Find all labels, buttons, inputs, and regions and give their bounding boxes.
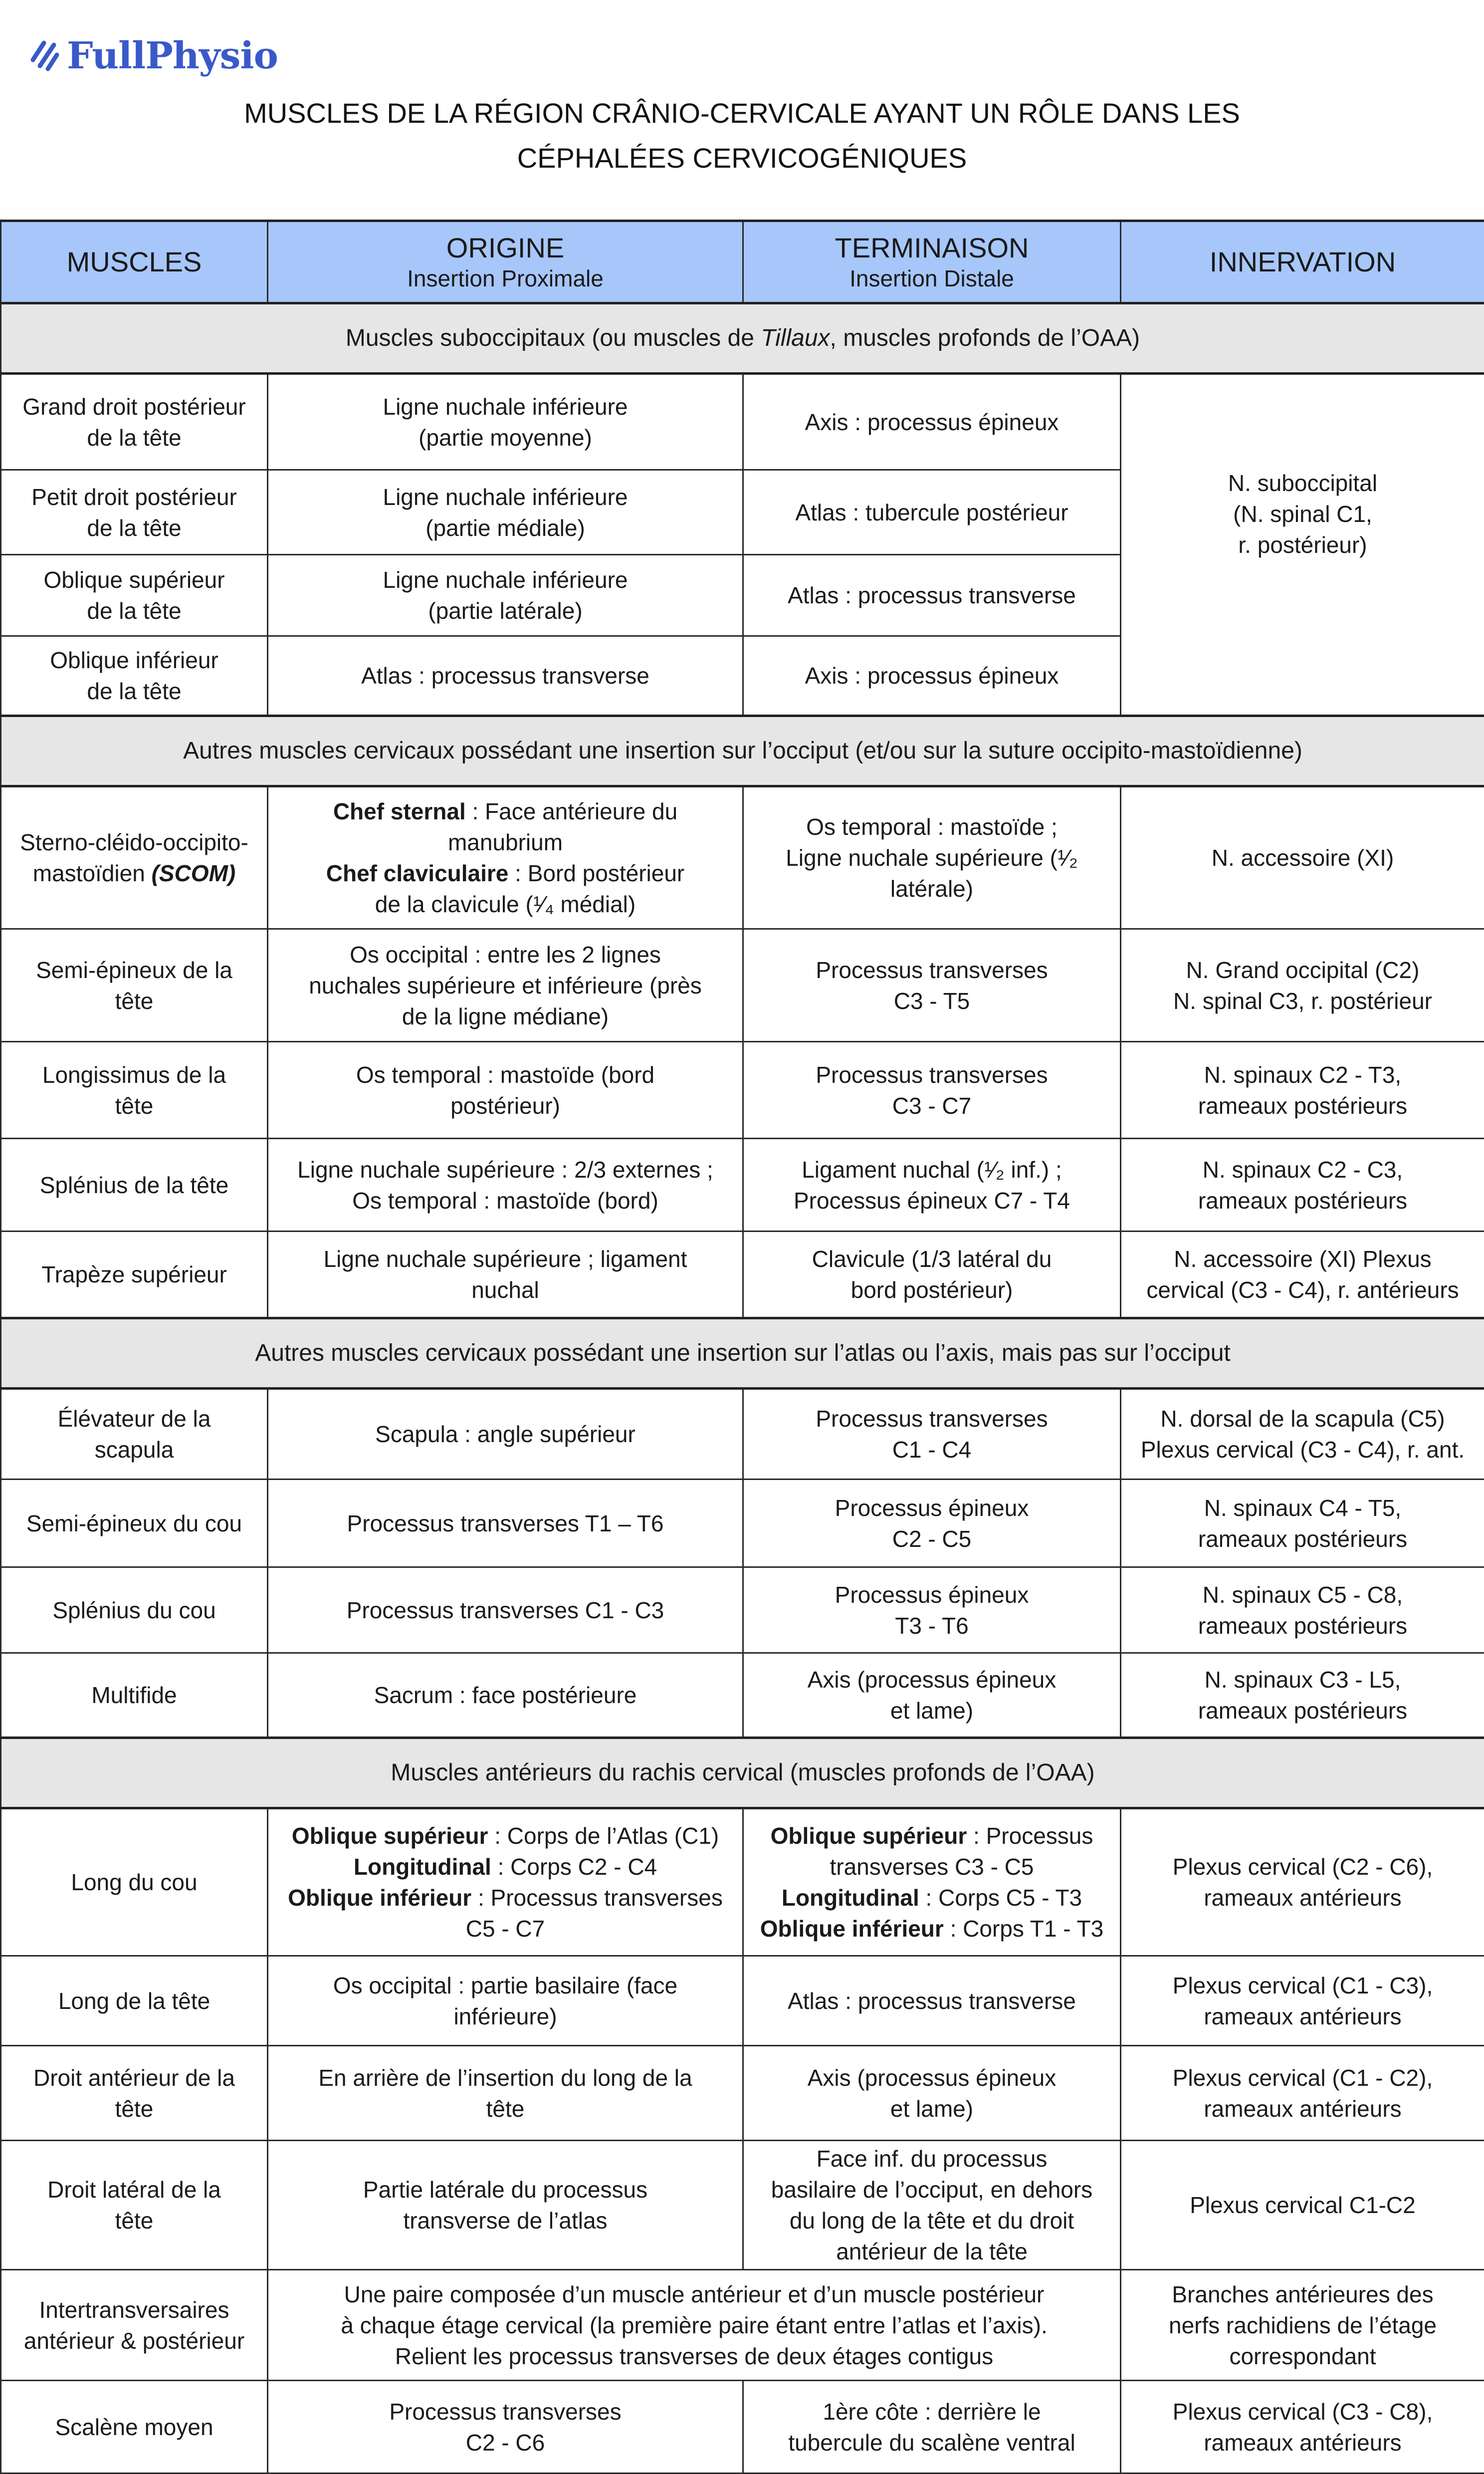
muscle-name: Élévateur de la scapula	[1, 1389, 268, 1480]
muscle-name: Petit droit postérieur de la tête	[1, 470, 268, 555]
origin-cell: Os temporal : mastoïde (bord postérieur)	[268, 1042, 743, 1139]
innervation-cell: N. spinaux C5 - C8, rameaux postérieurs	[1121, 1567, 1484, 1653]
brand-logo	[29, 31, 278, 81]
termination-cell: Atlas : processus transverse	[743, 555, 1121, 636]
title-line-2: CÉPHALÉES CERVICOGÉNIQUES	[0, 136, 1484, 181]
termination-cell: Axis : processus épineux	[743, 636, 1121, 716]
muscles-table	[0, 220, 1484, 2474]
muscle-name: Trapèze supérieur	[1, 1232, 268, 1318]
table-row	[1, 1956, 1484, 2046]
origin-cell: En arrière de l’insertion du long de la tête	[268, 2046, 743, 2141]
origin-cell: Atlas : processus transverse	[268, 636, 743, 716]
origin-cell: Processus transverses C2 - C6	[268, 2381, 743, 2474]
table-row	[1, 1653, 1484, 1738]
termination-cell: 1ère côte : derrière le tubercule du scalène ventral	[743, 2381, 1121, 2474]
muscle-name: Oblique supérieur de la tête	[1, 555, 268, 636]
origin-cell: Oblique supérieur : Corps de l’Atlas (C1) Longitudinal : Corps C2 - C4 Oblique inférieur : Processus transverses C5 - C7	[268, 1808, 743, 1956]
termination-cell: Processus épineux C2 - C5	[743, 1480, 1121, 1567]
innervation-cell: N. dorsal de la scapula (C5) Plexus cervical (C3 - C4), r. ant.	[1121, 1389, 1484, 1480]
termination-cell: Oblique supérieur : Processus transverses C3 - C5 Longitudinal : Corps C5 - T3 Oblique inférieur : Corps T1 - T3	[743, 1808, 1121, 1956]
col-header-termination: TERMINAISON Insertion Distale	[743, 221, 1121, 303]
table-row	[1, 1808, 1484, 1956]
innervation-cell: Branches antérieures des nerfs rachidiens de l’étage correspondant	[1121, 2270, 1484, 2381]
innervation-cell: Plexus cervical (C1 - C2), rameaux antérieurs	[1121, 2046, 1484, 2141]
section-title: Muscles antérieurs du rachis cervical (muscles profonds de l’OAA)	[1, 1738, 1484, 1808]
termination-cell: Axis : processus épineux	[743, 374, 1121, 470]
innervation-cell: Plexus cervical (C1 - C3), rameaux antérieurs	[1121, 1956, 1484, 2046]
origin-cell: Scapula : angle supérieur	[268, 1389, 743, 1480]
muscle-name: Scalène moyen	[1, 2381, 268, 2474]
section-title: Muscles suboccipitaux (ou muscles de Tillaux, muscles profonds de l’OAA)	[1, 303, 1484, 374]
muscle-name: Multifide	[1, 1653, 268, 1738]
section-title: Autres muscles cervicaux possédant une insertion sur l’atlas ou l’axis, mais pas sur l’occiput	[1, 1318, 1484, 1389]
innervation-cell: Plexus cervical (C2 - C6), rameaux antérieurs	[1121, 1808, 1484, 1956]
origin-cell: Ligne nuchale supérieure : 2/3 externes ; Os temporal : mastoïde (bord)	[268, 1139, 743, 1232]
innervation-cell: Plexus cervical C1-C2	[1121, 2141, 1484, 2270]
termination-cell: Atlas : processus transverse	[743, 1956, 1121, 2046]
origin-cell: Partie latérale du processus transverse de l’atlas	[268, 2141, 743, 2270]
muscle-name: Oblique inférieur de la tête	[1, 636, 268, 716]
col-header-muscles: MUSCLES	[1, 221, 268, 303]
section-row-suboccipital	[1, 303, 1484, 374]
termination-cell: Processus épineux T3 - T6	[743, 1567, 1121, 1653]
innervation-cell: N. accessoire (XI) Plexus cervical (C3 - C4), r. antérieurs	[1121, 1232, 1484, 1318]
table-row	[1, 2270, 1484, 2381]
table-row	[1, 1042, 1484, 1139]
origin-cell: Ligne nuchale supérieure ; ligament nuchal	[268, 1232, 743, 1318]
termination-cell: Processus transverses C1 - C4	[743, 1389, 1121, 1480]
table-row	[1, 1480, 1484, 1567]
muscle-name: Splénius de la tête	[1, 1139, 268, 1232]
table-row	[1, 1567, 1484, 1653]
termination-cell: Processus transverses C3 - T5	[743, 929, 1121, 1042]
termination-cell: Atlas : tubercule postérieur	[743, 470, 1121, 555]
termination-cell: Axis (processus épineux et lame)	[743, 1653, 1121, 1738]
section-row-anterior	[1, 1738, 1484, 1808]
muscle-name: Longissimus de la tête	[1, 1042, 268, 1139]
origin-cell: Ligne nuchale inférieure (partie moyenne)	[268, 374, 743, 470]
innervation-cell: Plexus cervical (C3 - C8), rameaux antérieurs	[1121, 2381, 1484, 2474]
origin-cell: Chef sternal : Face antérieure du manubrium Chef claviculaire : Bord postérieur de la clavicule (¹⁄₄ médial)	[268, 786, 743, 929]
table-row	[1, 2141, 1484, 2270]
muscle-name: Droit antérieur de la tête	[1, 2046, 268, 2141]
innervation-cell: N. accessoire (XI)	[1121, 786, 1484, 929]
section-row-atlas-axis	[1, 1318, 1484, 1389]
termination-cell: Processus transverses C3 - C7	[743, 1042, 1121, 1139]
origin-cell: Os occipital : entre les 2 lignes nuchales supérieure et inférieure (près de la ligne médiane)	[268, 929, 743, 1042]
col-header-innervation: INNERVATION	[1121, 221, 1484, 303]
muscle-name: Splénius du cou	[1, 1567, 268, 1653]
muscle-name: Long du cou	[1, 1808, 268, 1956]
origin-cell: Sacrum : face postérieure	[268, 1653, 743, 1738]
origin-cell: Os occipital : partie basilaire (face inférieure)	[268, 1956, 743, 2046]
section-row-occiput	[1, 716, 1484, 786]
page-title	[0, 91, 1484, 181]
origin-cell: Processus transverses C1 - C3	[268, 1567, 743, 1653]
table-row	[1, 2046, 1484, 2141]
termination-cell: Clavicule (1/3 latéral du bord postérieur)	[743, 1232, 1121, 1318]
section-title: Autres muscles cervicaux possédant une insertion sur l’occiput (et/ou sur la suture occipito-mastoïdienne)	[1, 716, 1484, 786]
origin-cell: Ligne nuchale inférieure (partie latérale)	[268, 555, 743, 636]
muscle-name: Droit latéral de la tête	[1, 2141, 268, 2270]
muscle-name: Intertransversaires antérieur & postérieur	[1, 2270, 268, 2381]
innervation-cell: N. spinaux C2 - C3, rameaux postérieurs	[1121, 1139, 1484, 1232]
table-row	[1, 2381, 1484, 2474]
origin-cell: Processus transverses T1 – T6	[268, 1480, 743, 1567]
table-row	[1, 1139, 1484, 1232]
termination-cell: Ligament nuchal (¹⁄₂ inf.) ; Processus épineux C7 - T4	[743, 1139, 1121, 1232]
muscle-name: Long de la tête	[1, 1956, 268, 2046]
muscle-name: Grand droit postérieur de la tête	[1, 374, 268, 470]
table-header-row	[1, 221, 1484, 303]
table-row	[1, 1389, 1484, 1480]
muscle-name: Semi-épineux du cou	[1, 1480, 268, 1567]
table-row	[1, 786, 1484, 929]
muscle-name: Semi-épineux de la tête	[1, 929, 268, 1042]
table-row	[1, 374, 1484, 470]
innervation-cell: N. spinaux C2 - T3, rameaux postérieurs	[1121, 1042, 1484, 1139]
innervation-cell: N. suboccipital (N. spinal C1, r. postérieur)	[1121, 374, 1484, 716]
description-cell: Une paire composée d’un muscle antérieur et d’un muscle postérieur à chaque étage cervical (la première paire étant entre l’atlas et l’axis). Relient les processus transverses de deux étages contigus	[268, 2270, 1121, 2381]
table-row	[1, 1232, 1484, 1318]
innervation-cell: N. spinaux C4 - T5, rameaux postérieurs	[1121, 1480, 1484, 1567]
muscle-name: Sterno-cléido-occipito- mastoïdien (SCOM)	[1, 786, 268, 929]
innervation-cell: N. Grand occipital (C2) N. spinal C3, r. postérieur	[1121, 929, 1484, 1042]
origin-cell: Ligne nuchale inférieure (partie médiale)	[268, 470, 743, 555]
brand-name: FullPhysio	[67, 34, 278, 77]
termination-cell: Face inf. du processus basilaire de l’occiput, en dehors du long de la tête et du droit antérieur de la tête	[743, 2141, 1121, 2270]
termination-cell: Os temporal : mastoïde ; Ligne nuchale supérieure (¹⁄₂ latérale)	[743, 786, 1121, 929]
table-row	[1, 929, 1484, 1042]
innervation-cell: N. spinaux C3 - L5, rameaux postérieurs	[1121, 1653, 1484, 1738]
col-header-origin: ORIGINE Insertion Proximale	[268, 221, 743, 303]
termination-cell: Axis (processus épineux et lame)	[743, 2046, 1121, 2141]
logo-mark-icon	[29, 38, 63, 74]
title-line-1: MUSCLES DE LA RÉGION CRÂNIO-CERVICALE AYANT UN RÔLE DANS LES	[0, 91, 1484, 136]
